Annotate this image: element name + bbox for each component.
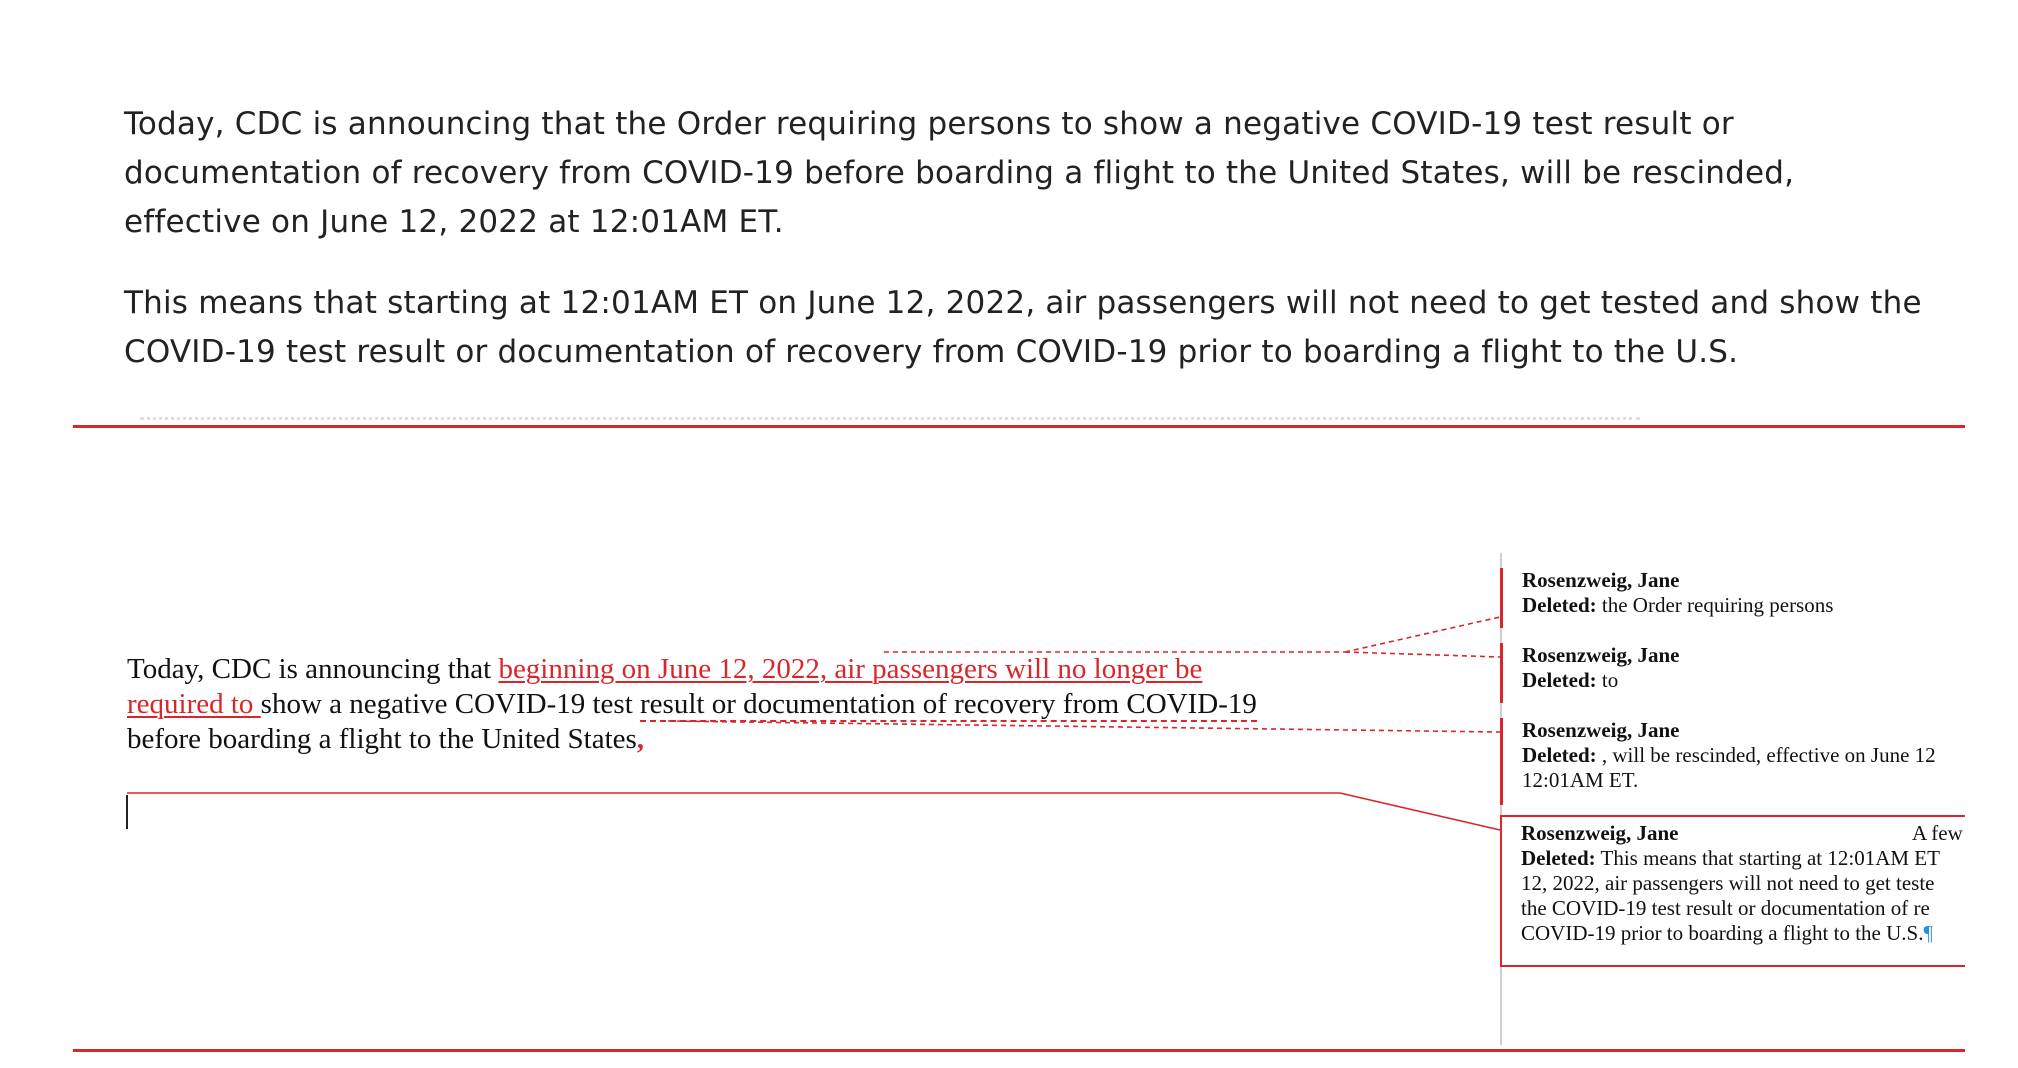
comment-balloon-1[interactable] [1500, 568, 1965, 628]
comment-text-continued: 12:01AM ET. [1522, 768, 1639, 792]
connector-1-diag [1345, 617, 1500, 652]
comment-author: Rosenzweig, Jane [1522, 568, 1680, 592]
comment-label: Deleted: [1522, 668, 1597, 692]
comment-balloon-4[interactable] [1500, 815, 1965, 967]
comment-text: , will be rescinded, effective on June 12 [1596, 743, 1936, 767]
top-divider [73, 425, 1965, 428]
comment-label: Deleted: [1522, 593, 1597, 617]
comment-text: This means that starting at 12:01AM ET [1595, 846, 1940, 870]
bottom-divider [73, 1049, 1965, 1052]
text-cursor [126, 795, 128, 829]
original-text-block [124, 100, 1924, 409]
comment-balloon-3[interactable] [1500, 718, 1965, 805]
tracked-changes-document[interactable] [127, 652, 1377, 757]
edited-text-part-3: result or documentation of recovery from COVID-19 [640, 688, 1257, 720]
paragraph-mark-icon: ¶ [1923, 921, 1933, 945]
comment-author: Rosenzweig, Jane [1522, 718, 1680, 742]
comment-label: Deleted: [1522, 743, 1597, 767]
inserted-text-1b[interactable]: required to [127, 688, 261, 720]
comment-balloon-2[interactable] [1500, 643, 1965, 703]
original-paragraph-2: This means that starting at 12:01AM ET on June 12, 2022, air passengers will not need to get tested and show the COVID-19 test result or documentation of recovery from COVID-19 prior to boarding a flight to the U.S. [124, 285, 1922, 370]
comment-text-continued: COVID-19 prior to boarding a flight to the U.S. [1521, 921, 1924, 945]
edited-text-part-2: show a negative COVID-19 test [260, 688, 641, 720]
comment-author: Rosenzweig, Jane [1521, 821, 1679, 845]
comment-text-continued: 12, 2022, air passengers will not need to get teste [1521, 871, 1935, 895]
comment-label: Deleted: [1521, 846, 1596, 870]
edited-text-part-1: Today, CDC is announcing that [127, 653, 499, 685]
inserted-text-1a[interactable]: beginning on June 12, 2022, air passengers will no longer be [498, 653, 1203, 685]
edited-text-part-4: before boarding a flight to the United States [127, 723, 637, 755]
inserted-comma[interactable]: , [636, 723, 645, 755]
comment-text: to [1596, 668, 1619, 692]
original-paragraph-1: Today, CDC is announcing that the Order requiring persons to show a negative COVID-19 test result or documentation of recovery from COVID-19 before boarding a flight to the United States, will be rescinded, effective on June 12, 2022 at 12:01AM ET. [124, 106, 1795, 240]
comment-text-continued: the COVID-19 test result or documentation of re [1521, 896, 1930, 920]
cropped-text-remnant [140, 417, 1640, 424]
comment-text: the Order requiring persons [1596, 593, 1834, 617]
comment-author: Rosenzweig, Jane [1522, 643, 1680, 667]
connector-4-diag [1340, 793, 1500, 830]
comment-timestamp: A few [1912, 821, 1963, 845]
